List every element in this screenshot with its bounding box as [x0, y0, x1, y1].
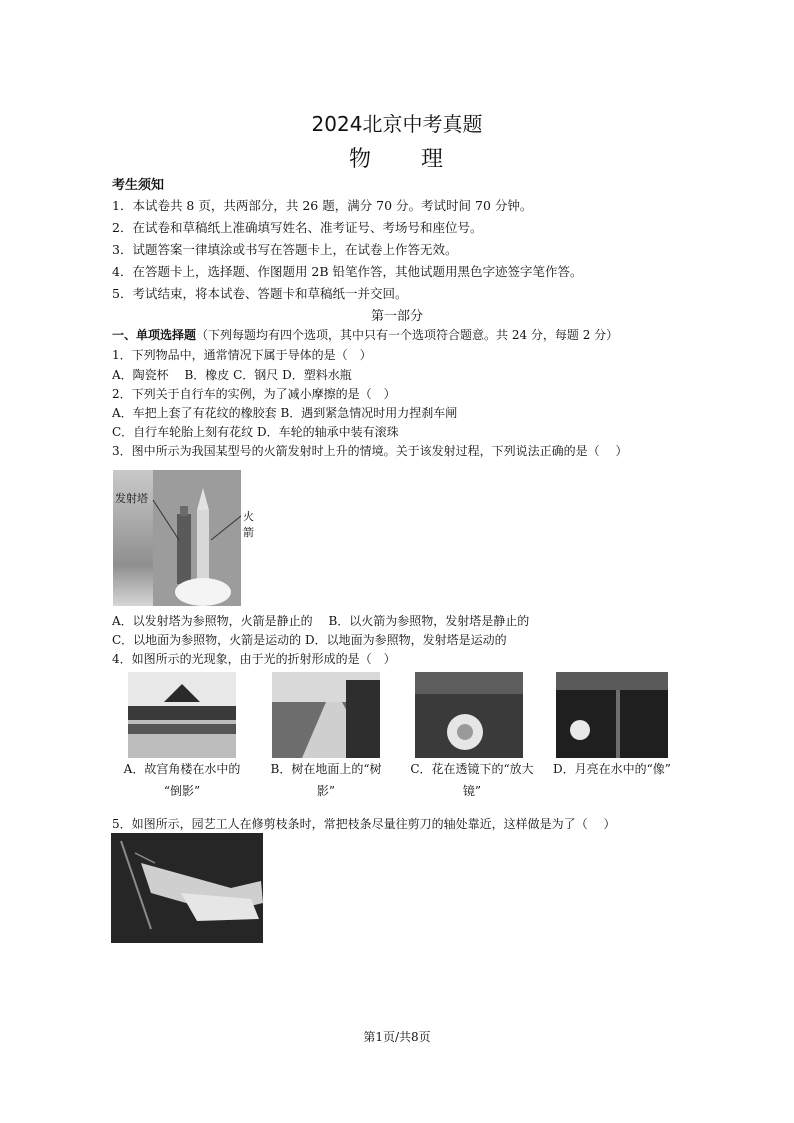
pruning-shears-image: [111, 833, 263, 943]
rocket-launch-image: [113, 470, 254, 606]
notice-item-3: 3．试题答案一律填涂或书写在答题卡上，在试卷上作答无效。: [112, 242, 458, 257]
palace-reflection-image: [128, 672, 236, 758]
q4-option-d: [546, 758, 678, 780]
q4-option-c-line2: 镜”: [462, 784, 482, 798]
q3-options-cd: C．以地面为参照物，火箭是运动的 D．以地面为参照物，发射塔是运动的: [112, 633, 507, 647]
q3-options-ab: A．以发射塔为参照物，火箭是静止的 B．以火箭为参照物，发射塔是静止的: [112, 614, 530, 628]
q4-option-b-line2: 影”: [316, 784, 336, 798]
notice-item-4: 4．在答题卡上，选择题、作图题用 2B 铅笔作答，其他试题用黑色字迹签字笔作答。: [112, 264, 583, 279]
q4-stem: 4．如图所示的光现象，由于光的折射形成的是（ ）: [112, 652, 396, 666]
q5-stem: 5．如图所示，园艺工人在修剪枝条时，常把枝条尽量往剪刀的轴处靠近，这样做是为了（ ）: [112, 817, 616, 831]
section-desc: （下列每题均有四个选项，其中只有一个选项符合题意。共 24 分，每题 2 分）: [196, 328, 619, 342]
label-launch-tower: 发射塔: [115, 492, 148, 505]
part-heading: 第一部分: [370, 309, 423, 324]
section-title: 一、单项选择题: [112, 328, 197, 342]
q3-stem: 3．图中所示为我国某型号的火箭发射时上升的情境。关于该发射过程，下列说法正确的是（ ）: [112, 444, 628, 458]
magnifier-flower-image: [415, 672, 523, 758]
subject-title: 物 理: [348, 147, 445, 172]
moon-reflection-image: [556, 672, 668, 758]
exam-title: 2024北京中考真题: [311, 112, 483, 136]
q4-option-a-line1: A．故宫角楼在水中的: [123, 762, 241, 776]
tree-shadow-image: [272, 672, 380, 758]
q1-options: A．陶瓷杯 B．橡皮 C．钢尺 D．塑料水瓶: [112, 368, 352, 382]
section-heading: [112, 326, 618, 343]
notice-item-5: 5．考试结束，将本试卷、答题卡和草稿纸一并交回。: [112, 286, 408, 301]
q2-options-cd: C．自行车轮胎上刻有花纹 D．车轮的轴承中装有滚珠: [112, 425, 399, 439]
q2-options-ab: A．车把上套了有花纹的橡胶套 B．遇到紧急情况时用力捏刹车闸: [112, 406, 458, 420]
notice-heading: 考生须知: [112, 178, 165, 193]
q4-option-b-line1: B．树在地面上的“树: [270, 762, 382, 776]
notice-item-2: 2．在试卷和草稿纸上准确填写姓名、准考证号、考场号和座位号。: [112, 220, 483, 235]
page-footer: 第1页/共8页: [363, 1030, 431, 1044]
q4-option-a-line2: “倒影”: [163, 784, 201, 798]
q4-option-b: [260, 758, 392, 802]
q4-option-c-line1: C．花在透镜下的“放大: [410, 762, 534, 776]
notice-item-1: 1．本试卷共 8 页，共两部分，共 26 题，满分 70 分。考试时间 70 分钟。: [112, 198, 533, 213]
q4-option-a: [116, 758, 248, 802]
q2-stem: 2．下列关于自行车的实例，为了减小摩擦的是（ ）: [112, 387, 396, 401]
q4-option-d-line1: D．月亮在水中的“像”: [553, 762, 671, 776]
q1-stem: 1．下列物品中，通常情况下属于导体的是（ ）: [112, 348, 372, 362]
q4-option-c: [398, 758, 546, 802]
label-rocket: 火箭: [243, 510, 254, 539]
